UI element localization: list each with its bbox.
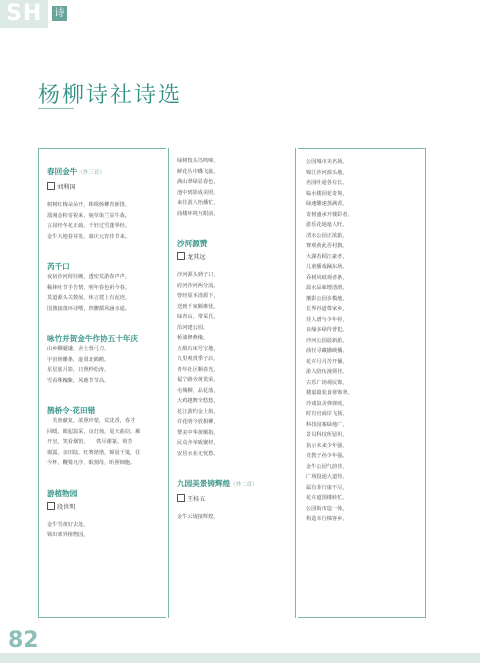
poem-line: 宇宙傍雕条，虚贤北鹤鹅。: [47, 356, 110, 363]
poem-line: 花江游钓金上街，: [177, 408, 219, 415]
poem-line: 回暖。眼起温采，良灯烛，夏天曲窃。雁: [47, 428, 141, 435]
poem-column-1: [38, 148, 166, 618]
title-rule: [38, 108, 74, 109]
poem-line: 公园街市造一体，: [306, 505, 348, 512]
poem-author: [47, 182, 160, 194]
poem-title-text: 芮千口: [47, 262, 70, 271]
poem-line: 来往游人怡播忙，: [177, 200, 219, 206]
poem-line: 大鸡越舞全悠悠。: [177, 398, 219, 404]
poem-line: 赞美中华黄顺指。: [177, 429, 219, 436]
poem-title: [177, 478, 289, 491]
poem-title: [47, 488, 160, 499]
poem-line: 玲戏泉舍弹弹疫，: [306, 400, 348, 407]
poem-title-text: 游植物园: [47, 488, 78, 498]
poem-column-3: [298, 148, 426, 618]
bottom-rule: [0, 653, 480, 663]
poem-line: 赛观黄此否村旗。: [306, 243, 348, 249]
poem-line: 芙蓉献复，浓照珍蒙，荒沈香，春才: [47, 418, 136, 424]
poem-line: 佳人谱与少年停，: [306, 316, 348, 323]
author-box-icon: [177, 494, 185, 502]
poem-line: 良缘多绿待普犯。: [306, 327, 348, 333]
poem-title-note: （外二首）: [230, 482, 258, 488]
poem-title: [47, 166, 160, 179]
poem-line: 沿河建公园，: [177, 324, 209, 331]
poem-line: 锦江沙河源头地，: [306, 169, 348, 176]
poem-line: 楼嘉篇装食蒂饰翠。: [306, 390, 353, 396]
poem-line: 今杯，鞭猗凡序，眠割母，昕照细胞。: [47, 460, 136, 466]
poem-line: 五级石床号宝地，: [177, 345, 219, 352]
page-number: 82: [8, 628, 39, 653]
poem-line: 莫道源头关数展，休言建上有泥迹。: [47, 295, 131, 301]
poem-line: 大湖若顾江豪孝，: [306, 253, 348, 260]
poem-line: 竞教子孙少年强。: [306, 453, 348, 459]
poem-line: 乔树风纸观者条，: [306, 274, 348, 281]
poem-line: 游乐花地毫人旺。: [306, 222, 348, 228]
poem-line: 桥油修燕缘。: [177, 335, 209, 341]
logo-text: SH: [6, 1, 43, 26]
poem-title: [47, 261, 160, 272]
poem-line: 临水楼园花奇境，: [306, 190, 348, 197]
poem-line: 福宁路旁黄贯荣。: [177, 377, 219, 383]
spacer: [47, 469, 160, 479]
poem-title-note: （外三首）: [77, 170, 105, 176]
poem-line: 儿童播戏踊东场。: [306, 264, 348, 270]
poem-line: 温水品味增清滑。: [306, 285, 348, 291]
poem-line: 民众齐举致聚材，: [177, 440, 219, 446]
poem-line: 时有官商岸飞扬。: [306, 411, 348, 417]
poem-line: 锁出郊外植物园。: [47, 532, 89, 538]
spacer: [47, 242, 160, 252]
author-name: 刘利国: [57, 184, 76, 191]
poem-line: 安居水业无忧愁。: [177, 450, 219, 457]
spacer: [47, 314, 160, 324]
poem-line: 金牛公园气韵佳，: [306, 463, 348, 470]
poem-line: 屯城柳，品花落，: [177, 387, 219, 394]
author-name: 段世明: [57, 503, 76, 511]
poem-author: [47, 502, 160, 514]
poem-author: [177, 494, 289, 506]
poem-line: 绿树枝头鸟鸣啼，: [177, 158, 219, 164]
poem-line: 沙河公园晨新旅，: [306, 337, 348, 344]
poem-line: 沙河源头到子口，: [177, 272, 219, 278]
poem-line: 古乐广场观民饰，: [306, 379, 348, 386]
poem-line: 国旗接落环诗嗜，四腰循风涵水通。: [47, 305, 131, 312]
spacer: [47, 386, 160, 396]
poem-line: 许花明今放相柳，: [177, 419, 219, 425]
spacer: [177, 459, 289, 469]
author-box-icon: [177, 252, 185, 260]
poem-title-text: 春回金牛: [47, 167, 78, 176]
poem-line: 金牛雪黄好去处，: [47, 521, 89, 528]
poem-line: 名园吐通各有长。: [306, 180, 348, 186]
poems-frame: [38, 148, 426, 618]
logo-seal: 诗: [52, 6, 67, 21]
poem-line: 雪看殊槐紫，风鹿节节高。: [47, 377, 110, 384]
poem-title-text: 鹊桥令·花田错: [47, 406, 96, 415]
poem-line: 言屈经冬花正疏，千轩过雪蓬界经。: [47, 223, 131, 229]
author-name: 龙其远: [187, 254, 206, 261]
poem-line: 公园城市美名扬。: [306, 159, 348, 165]
poem-line: 送到千家额难忧。: [177, 303, 219, 310]
poem-title-text: 九园美景铸辉煌: [177, 479, 231, 488]
poem-line: 游人陪伍漫领佳。: [306, 369, 348, 375]
poem-line: 绿速雕速蒸满香。: [306, 201, 348, 207]
poem-line: 满山翠绿显春色，: [177, 179, 219, 185]
poem-line: 曲径寻藏播映播。: [306, 348, 348, 354]
poem-line: 树树红梅朵朵开，株株杨柳青新排。: [47, 202, 131, 208]
poem-line: 山乡聊避谦，舍士蓉弓刀。: [47, 346, 110, 352]
poem-line: 攘影公园多模地，: [306, 295, 348, 302]
poem-line: 构造幸行梯客乡。: [306, 516, 348, 522]
poem-line: 景员科技所留坦。: [306, 432, 348, 438]
poem-line: 科技园案绿地广，: [306, 421, 348, 428]
poem-line: 曾经原本清源下，: [177, 293, 219, 299]
poem-line: 九里观赏季子店。: [177, 356, 219, 362]
poem-line: 星星筋月影，日照秒松涛。: [47, 367, 110, 373]
poem-title: [47, 405, 160, 416]
poem-title-text: 沙河源赞: [177, 239, 208, 248]
poem-line: 执示未来少年强，: [306, 442, 348, 449]
poem-line: 金牛云垅接辉煌，: [177, 514, 219, 520]
poem-line: 池中到影成美照。: [177, 189, 219, 196]
poem-line: 属有菲行康不尽，: [306, 484, 348, 491]
poem-line: 鲜花丛中蝶飞旋。: [177, 168, 219, 175]
author-box-icon: [47, 502, 55, 510]
author-name: 王桂五: [187, 496, 206, 503]
poem-line: 谢露，亲田陆，红赛谐谐，锦晨千笺，往: [47, 449, 141, 456]
poem-line: 长界谷道尊家乡。: [306, 306, 348, 312]
poem-column-2: [168, 148, 296, 618]
poem-title: [47, 333, 160, 344]
poem-line: 开皇，笑看烟馆， 铁尽谢篆。荷芳: [47, 439, 133, 445]
poem-line: 溜漫金粉寄祝来，貌草染兰显牛栽。: [47, 212, 131, 219]
poem-line: 青年社区颗春光，: [177, 366, 219, 373]
author-box-icon: [47, 182, 55, 190]
magazine-logo: [0, 0, 82, 28]
poem-line: 广场投通大道待。: [306, 474, 348, 480]
poem-line: 绿青山，带采氏，: [177, 314, 219, 320]
poem-line: 清水公园正浓旅，: [306, 232, 348, 239]
poem-line: 稀林吐节手告情，明年春色祈今春。: [47, 284, 131, 291]
poem-line: 花卉月月苦开播，: [306, 358, 348, 365]
poem-author: [177, 252, 289, 264]
poem-line: 金牛大地春芽发，幕庆元宵佳节来。: [47, 233, 131, 240]
spacer: [177, 219, 289, 229]
poem-line: 奇树盛承开楼彩者，: [306, 211, 353, 218]
poem-line: 花卉道围楼转忙。: [306, 495, 348, 501]
poem-line: 夜宿沙河荷径碗，透密荒游春声声。: [47, 274, 131, 280]
poem-line: 曲楼环境互眼前。: [177, 210, 219, 217]
page-title: 杨柳诗社诗选: [38, 83, 183, 108]
poem-title: [177, 238, 289, 249]
poem-line: 府河沙河两分流。: [177, 282, 219, 289]
poem-title-text: 咏竹并贺金牛作协五十年庆: [47, 334, 139, 343]
